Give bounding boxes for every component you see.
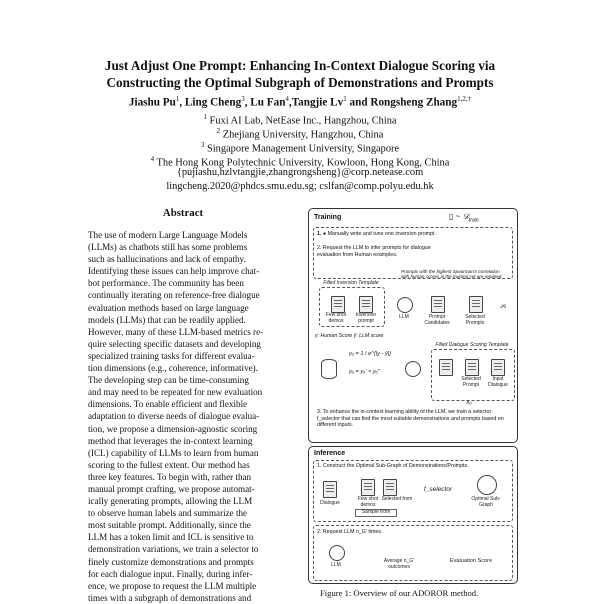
f-selector-label: f_selector	[423, 486, 453, 493]
author-name: Jiashu Pu	[128, 96, 176, 109]
author-sup: 3	[241, 95, 245, 103]
author-sep: ,	[179, 96, 185, 109]
optimal-subgraph-label: Optimal Sub-Graph	[471, 496, 501, 508]
abstract-line: adaptation to diverse needs of dialogue evalua-	[88, 411, 260, 422]
few-shot-demos-label: Few shot demos	[357, 496, 379, 508]
demos-doc-icon	[439, 359, 453, 376]
affiliation-text: Singapore Management University, Singapore	[204, 143, 400, 155]
llm-icon-2	[405, 361, 421, 377]
selected-prompts-label: Selected Prompts	[465, 314, 485, 326]
abstract-line: to observe human labels and summarize the	[88, 508, 248, 519]
affiliation-sup: 4	[150, 155, 155, 163]
filled-inversion-label: Filled Inversion Template	[323, 280, 379, 286]
prompt-candidates-label: Prompt Candidates	[424, 314, 450, 326]
fewshot-doc-icon	[331, 296, 345, 313]
evaluation-score-label: Evaluation Score	[449, 558, 493, 564]
abstract-line: three key features. To begin with, rather than	[88, 471, 252, 482]
llm-icon	[397, 297, 413, 313]
author-sup: 1	[175, 95, 180, 103]
training-step-2: 2. Request the LLM to infer prompts for dialogue evaluation from Human examples.	[317, 245, 431, 258]
formula-lhs: yₒ =	[349, 351, 361, 357]
dataset-icon: ▯	[449, 212, 454, 221]
figure-caption: Figure 1: Overview of our ADOROR method.	[320, 588, 479, 598]
abstract-line: models (LLMs) that can be readily applied.	[88, 314, 246, 325]
abstract-line: ically generating prompts, allowing the LLM	[88, 496, 253, 507]
x-o-symbol: xₒ	[466, 400, 472, 406]
abstract-line: dimensions. To enable efficient and flexible	[88, 399, 248, 410]
data-D: 𝒟	[462, 212, 469, 221]
selected-prompt-label: Selected Prompt	[461, 376, 481, 388]
abstract-line: continually iterating on reference-free dialogue	[88, 290, 260, 301]
abstract-line: tion dimensions (e.g., coherence, informative).	[88, 363, 258, 374]
affiliation-sup: 3	[200, 141, 205, 149]
step-number: 1.	[317, 231, 322, 237]
inversion-prompt-label: Inversion prompt	[355, 312, 377, 324]
abstract-line: The use of modern Large Language Models	[88, 230, 248, 240]
dialogue-label: Dialogue	[320, 500, 340, 506]
prompts-icon	[383, 479, 397, 496]
formula-frac: 1 / e^{|y - ŷ|}	[360, 351, 392, 357]
input-dialogue-icon	[491, 359, 505, 376]
training-panel	[308, 208, 518, 443]
training-step-3: 3. To enhance the in-context learning ability of the LLM, we train a selector f_selector that can find the most suitable demonstrations and prompts based on different inputs.	[317, 409, 504, 429]
filled-dialogue-label: Filled Dialogue Scoring Template	[435, 342, 509, 348]
training-title: Training	[314, 214, 342, 221]
affiliation-text: The Hong Kong Polytechnic University, Kowloon, Hong Kong, China	[154, 157, 450, 169]
abstract-body	[88, 229, 286, 604]
subgraph-icon	[477, 475, 497, 495]
abstract-line: bot performance. The community has been	[88, 278, 244, 289]
abstract-line: manual prompt crafting, we propose automat-	[88, 483, 255, 494]
emails-line-1: {pujiashu,hzlvtangjie,zhangrongsheng}@corp.netease.com	[176, 167, 424, 178]
abstract-line: (LLMs) as chatbots still has some problems	[88, 242, 248, 253]
selected-from-label: Selected from	[381, 496, 413, 502]
inference-llm-label: LLM	[331, 562, 341, 568]
average-outcomes-label: Average n_G' outcomes	[383, 558, 415, 570]
abstract-line: Identifying these issues can help improve chat-	[88, 266, 260, 277]
inference-title: Inference	[314, 450, 346, 457]
abstract-line: times with a subgraph of demonstrations and	[88, 592, 252, 603]
train-data-symbol: ▯ ~ 𝒟$_{train}$	[449, 212, 479, 224]
paper-title	[40, 58, 560, 91]
llm-label: LLM	[399, 314, 409, 320]
abstract-line: method that leverages the in-context learning	[88, 435, 253, 446]
step-text: Manually write and tune one inversion prompt.	[327, 231, 436, 237]
inversion-doc-icon	[359, 296, 373, 313]
prompt-candidates-icon	[431, 296, 445, 313]
abstract-line: specialized training tasks for different evalua-	[88, 350, 255, 361]
abstract-line: The developing step can be time-consuming	[88, 375, 249, 386]
input-dialogue-label: Input Dialogue	[488, 376, 508, 388]
person-icon: ●	[322, 231, 327, 237]
abstract-line: evaluation methods based on large language	[88, 302, 249, 313]
author-name: Ling Cheng	[184, 96, 242, 109]
dialogue-icon	[323, 481, 337, 498]
training-note: Prompts with the highest Spearman's correlation with human scores in the training set are retained.	[401, 269, 503, 280]
abstract-line: (ICL) capability of LLMs to learn from human	[88, 447, 259, 458]
inference-step-2: 2. Request LLM n_G' times.	[317, 529, 383, 535]
abstract-line: LLM has a token limit and ICL is sensitive to	[88, 532, 254, 543]
training-step-1	[317, 231, 507, 238]
abstract-line: most suitable prompt. Additionally, since the	[88, 520, 251, 531]
demos-icon	[361, 479, 375, 496]
abstract-line: finely customize demonstrations and prompts	[88, 556, 254, 567]
sample-from-label: Sample from	[355, 509, 397, 517]
affiliation-text: Zhejiang University, Hangzhou, China	[220, 129, 384, 141]
abstract-line: ence, we propose to request the LLM multiple	[88, 580, 257, 591]
abstract-line: such as hallucinations and lack of empathy.	[88, 254, 246, 265]
author-sep: and	[346, 96, 371, 109]
author-sup: 1	[343, 95, 347, 103]
abstract-line: scoring to the fullest extent. Our method has	[88, 459, 250, 470]
prompt-set-symbol: 𝒫ₛ	[499, 304, 507, 310]
author-name: Rongsheng Zhang	[370, 96, 458, 109]
abstract-line: However, many of these LLM-based metrics re-	[88, 326, 264, 337]
selected-prompts-icon	[469, 296, 483, 313]
abstract-heading: Abstract	[162, 207, 204, 219]
llm-icon-3	[329, 545, 345, 561]
affiliation-sup: 1	[203, 113, 207, 121]
author-sep: ,	[244, 96, 251, 109]
inference-panel	[308, 446, 518, 584]
data-sub: train	[468, 217, 479, 224]
database-icon	[321, 359, 337, 379]
author-list	[40, 95, 560, 109]
human-score-legend: y: Human Score ŷ: LLM score	[315, 333, 384, 339]
emails-line-2: lingcheng.2020@phdcs.smu.edu.sg; cslfan@comp.polyu.edu.hk	[166, 181, 434, 192]
author-sup: 1,2,†	[457, 95, 472, 103]
abstract-line: quire selecting specific datasets and developing	[88, 338, 261, 349]
author-name: Tangjie Lv	[291, 96, 344, 109]
author-name: Lu Fan	[250, 96, 286, 109]
author-sup: 4	[285, 95, 289, 103]
affiliation-sup: 2	[216, 127, 221, 135]
abstract-line: and may need to be repeated for new evaluation	[88, 387, 263, 398]
score-formula	[349, 351, 391, 357]
author-sep: ,	[288, 96, 292, 109]
title-line-1: Just Adjust One Prompt: Enhancing In-Context Dialogue Scoring via	[104, 58, 496, 73]
selected-prompt-icon	[465, 359, 479, 376]
score-formula-2: yₒ = yₒ' × yₒ''	[349, 369, 380, 375]
fewshot-demos-label: Few shot demos	[325, 312, 347, 324]
abstract-line: tion, we propose a dimension-agnostic scoring	[88, 423, 258, 434]
abstract-line: for each dialogue input. Finally, during infer-	[88, 568, 253, 579]
affiliation-text: Fuxi AI Lab, NetEase Inc., Hangzhou, China	[206, 115, 397, 127]
title-line-2: Constructing the Optimal Subgraph of Demonstrations and Prompts	[106, 74, 494, 90]
inference-step-1: 1. Construct the Optimal Sub-Graph of Demonstrations/Prompts.	[317, 463, 469, 469]
abstract-line: demonstration variations, we train a selector to	[88, 544, 259, 555]
